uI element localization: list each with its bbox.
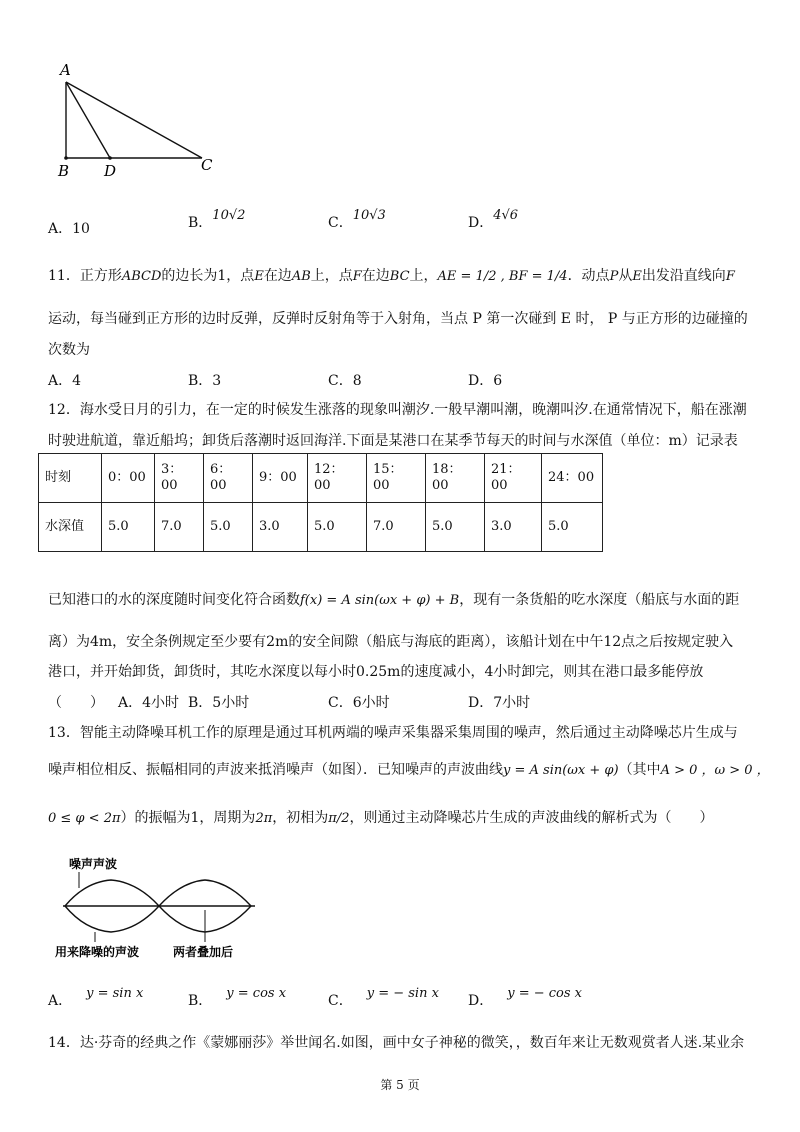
side-ac	[66, 82, 202, 158]
triangle-figure	[50, 60, 230, 185]
table-cell: 3.0	[253, 503, 308, 552]
table-cell: 5.0	[542, 503, 603, 552]
table-row-times	[39, 454, 603, 503]
q12-option-d[interactable]: D．7小时	[468, 695, 531, 711]
q12-option-c[interactable]: C．6小时	[328, 695, 390, 711]
q11-option-d[interactable]: D．6	[468, 373, 503, 389]
table-cell: 15：00	[367, 454, 426, 503]
table-cell: 7.0	[367, 503, 426, 552]
row-header-depth: 水深值	[39, 503, 102, 552]
q12-after-line-3: 港口，并开始卸货，卸货时，其吃水深度以每小时0.25m的速度减小，4小时卸完，则其在港口最多能停放	[48, 664, 704, 680]
label-d: D	[104, 162, 117, 180]
q12-option-a[interactable]: A．4小时	[118, 695, 180, 711]
table-cell: 5.0	[426, 503, 485, 552]
table-cell: 18：00	[426, 454, 485, 503]
q10-option-a[interactable]: A．10	[48, 221, 90, 237]
page-footer: 第 5 页	[380, 1078, 420, 1092]
q11-option-b[interactable]: B．3	[188, 373, 222, 389]
q12-line-1: 12．海水受日月的引力，在一定的时候发生涨落的现象叫潮汐.一般早潮叫潮，晚潮叫汐.在通常情况下，船在涨潮	[48, 402, 747, 418]
q12-after-line-2: 离）为4m，安全条例规定至少要有2m的安全间隙（船底与海底的距离），该船计划在中午12点之后按规定驶入	[48, 634, 734, 650]
q11-option-a[interactable]: A．4	[48, 373, 82, 389]
table-cell: 21：00	[485, 454, 542, 503]
label-noise-wave: 噪声声波	[69, 857, 118, 871]
table-row-depths	[39, 503, 603, 552]
q12-after-line-1: 已知港口的水的深度随时间变化符合函数f(x) = A sin(ωx + φ) + B，现有一条货船的吃水深度（船底与水面的距	[48, 592, 740, 608]
q11-line-2: 运动，每当碰到正方形的边时反弹，反弹时反射角等于入射角，当点 P 第一次碰到 E 时， P 与正方形的边碰撞的	[48, 311, 748, 327]
table-cell: 5.0	[308, 503, 367, 552]
q11-line-3: 次数为	[48, 342, 90, 358]
table-cell: 5.0	[102, 503, 155, 552]
q13-option-d[interactable]: D． y = − cos x	[468, 986, 583, 1009]
q10-option-b[interactable]: B．10√2	[188, 208, 246, 231]
q13-option-a[interactable]: A． y = sin x	[48, 986, 144, 1009]
label-c: C	[201, 156, 213, 174]
point-d-dot	[108, 156, 112, 160]
sound-wave-figure	[55, 852, 275, 962]
table-cell: 5.0	[204, 503, 253, 552]
q10-option-c[interactable]: C．10√3	[328, 208, 386, 231]
label-superposed: 两者叠加后	[173, 945, 234, 959]
q11-line-1: 11．正方形ABCD的边长为1，点E在边AB上，点F在边BC上，AE = 1/2 , BF = 1/4．动点P从E出发沿直线向F	[48, 268, 735, 284]
table-cell: 7.0	[155, 503, 204, 552]
point-b-dot	[64, 156, 68, 160]
q13-line-2: 噪声相位相反、振幅相同的声波来抵消噪声（如图）．已知噪声的声波曲线y = A sin(ωx + φ)（其中A > 0 ，ω > 0 ，	[48, 762, 770, 778]
q11-option-c[interactable]: C．8	[328, 373, 362, 389]
table-cell: 6：00	[204, 454, 253, 503]
tide-table	[38, 453, 603, 552]
table-cell: 3.0	[485, 503, 542, 552]
q13-line-1: 13．智能主动降噪耳机工作的原理是通过耳机两端的噪声采集器采集周围的噪声，然后通过主动降噪芯片生成与	[48, 725, 738, 741]
label-cancel-wave: 用来降噪的声波	[55, 945, 140, 959]
table-cell: 12：00	[308, 454, 367, 503]
q13-option-c[interactable]: C． y = − sin x	[328, 986, 439, 1009]
table-cell: 24：00	[542, 454, 603, 503]
q14-line-1: 14．达·芬奇的经典之作《蒙娜丽莎》举世闻名.如图，画中女子神秘的微笑，，数百年来让无数观赏者人迷.某业余	[48, 1035, 745, 1051]
table-cell: 3：00	[155, 454, 204, 503]
q12-option-b[interactable]: B．5小时	[188, 695, 250, 711]
q12-line-2: 时驶进航道，靠近船坞；卸货后落潮时返回海洋.下面是某港口在某季节每天的时间与水深值（单位：m）记录表	[48, 433, 738, 449]
q10-option-d[interactable]: D．4√6	[468, 208, 519, 231]
segment-ad	[66, 82, 110, 158]
q12-options-prefix: （ ）	[48, 695, 104, 711]
table-cell: 0：00	[102, 454, 155, 503]
row-header-time: 时刻	[39, 454, 102, 503]
q13-line-3: 0 ≤ φ < 2π）的振幅为1，周期为2π，初相为π/2，则通过主动降噪芯片生成的声波曲线的解析式为（ ）	[48, 810, 714, 826]
label-a: A	[60, 61, 71, 79]
table-cell: 9：00	[253, 454, 308, 503]
label-b: B	[58, 162, 70, 180]
q13-option-b[interactable]: B． y = cos x	[188, 986, 287, 1009]
